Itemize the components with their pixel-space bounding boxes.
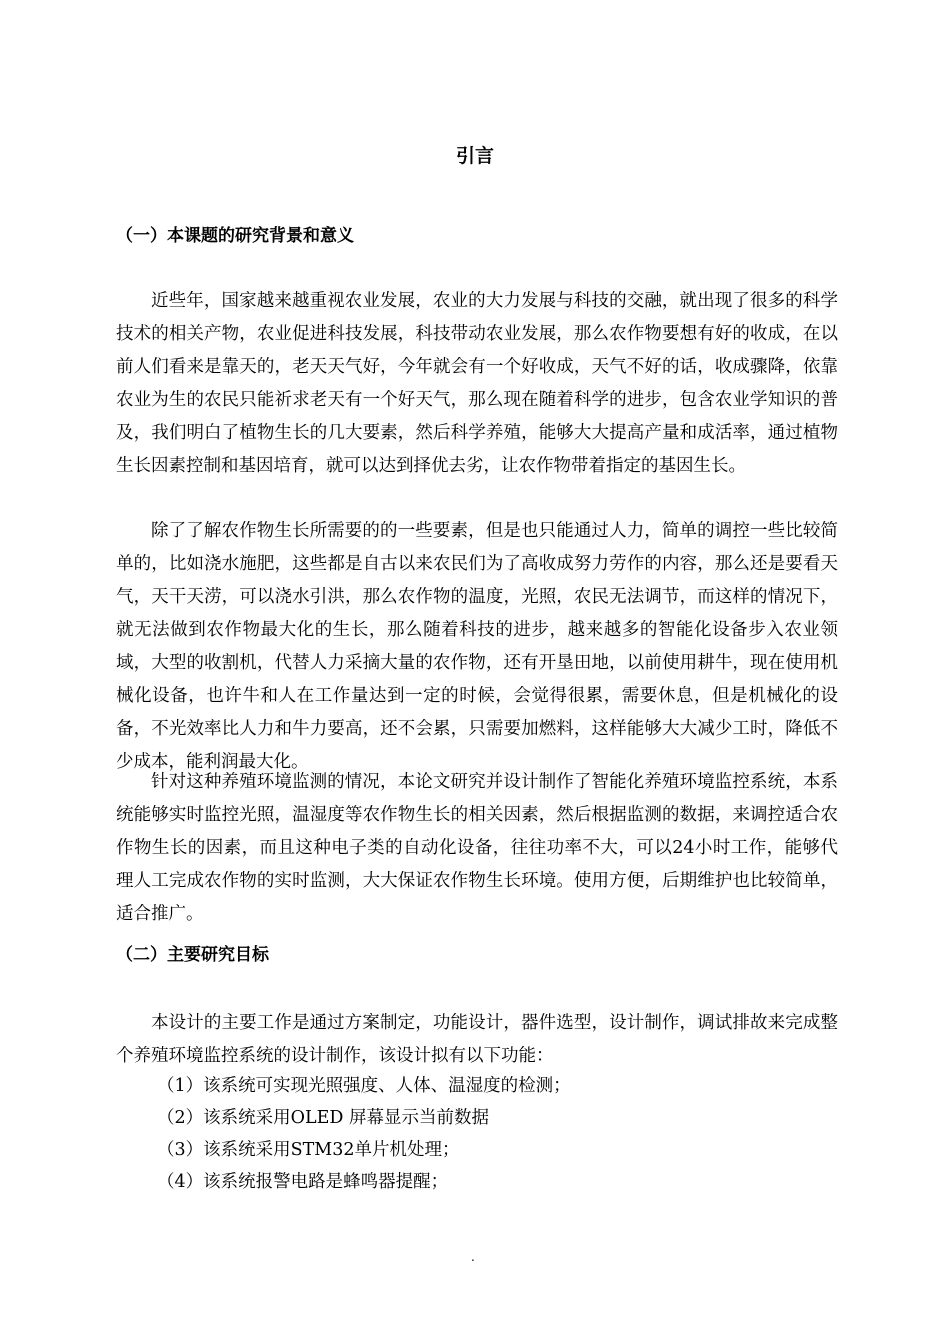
footer-mark: . [471, 1250, 475, 1264]
page-title: 引言 [455, 145, 494, 167]
paragraph-background-1: 近些年，国家越来越重视农业发展，农业的大力发展与科技的交融，就出现了很多的科学技术的相关产物，农业促进科技发展，科技带动农业发展，那么农作物要想有好的收成，在以前人们看来是靠天的，老天天气好，今年就会有一个好收成，天气不好的话，收成骤降，依靠农业为生的农民只能祈求老天有一个好天气，那么现在随着科学的进步，包含农业学知识的普及，我们明白了植物生长的几大要素，然后科学养殖，能够大大提高产量和成活率，通过植物生长因素控制和基因培育，就可以达到择优去劣，让农作物带着指定的基因生长。 [116, 291, 838, 476]
paragraph-background-2: 除了了解农作物生长所需要的的一些要素，但是也只能通过人力，简单的调控一些比较简单的，比如浇水施肥，这些都是自古以来农民们为了高收成努力劳作的内容，那么还是要看天气，天干天涝，可以浇水引洪，那么农作物的温度，光照，农民无法调节，而这样的情况下，就无法做到农作物最大化的生长，那么随着科技的进步，越来越多的智能化设备步入农业领域，大型的收割机，代替人力采摘大量的农作物，还有开垦田地，以前使用耕牛，现在使用机械化设备，也许牛和人在工作量达到一定的时候，会觉得很累，需要休息，但是机械化的设备，不光效率比人力和牛力要高，还不会累，只需要加燃料，这样能够大大减少工时，降低不少成本，能利润最大化。 [116, 521, 838, 772]
list-item: （3）该系统采用STM32单片机处理； [157, 1140, 460, 1160]
list-item: （1）该系统可实现光照强度、人体、温湿度的检测； [157, 1076, 571, 1096]
list-item: （4）该系统报警电路是蜂鸣器提醒； [157, 1172, 449, 1192]
list-item: （2）该系统采用OLED 屏幕显示当前数据 [157, 1108, 489, 1128]
section-heading-objectives: （二）主要研究目标 [116, 945, 269, 965]
paragraph-objectives: 本设计的主要工作是通过方案制定，功能设计，器件选型，设计制作，调试排故来完成整个养殖环境监控系统的设计制作，该设计拟有以下功能： [116, 1013, 838, 1066]
section-heading-background: （一）本课题的研究背景和意义 [116, 226, 354, 246]
paragraph-background-3: 针对这种养殖环境监测的情况，本论文研究并设计制作了智能化养殖环境监控系统，本系统能够实时监控光照，温湿度等农作物生长的相关因素，然后根据监测的数据，来调控适合农作物生长的因素，而且这种电子类的自动化设备，往往功率不大，可以24小时工作，能够代理人工完成农作物的实时监测，大大保证农作物生长环境。使用方便，后期维护也比较简单，适合推广。 [116, 772, 838, 924]
